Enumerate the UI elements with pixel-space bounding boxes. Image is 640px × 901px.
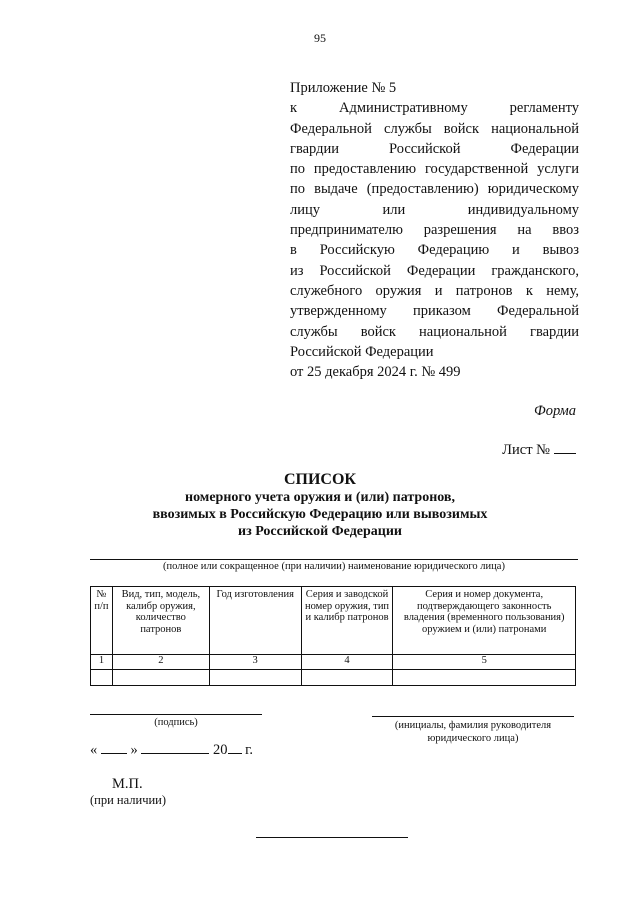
appendix-line: гвардии Российской Федерации [290, 140, 579, 157]
appendix-line: службы войск национальной гвардии [290, 323, 579, 340]
head-name-caption-line: (инициалы, фамилия руководителя [394, 720, 552, 731]
table-cell[interactable] [301, 670, 393, 686]
column-header-document: Серия и номер документа, подтверждающего законность владения (временного пользования) оружием и (или) патронами [393, 587, 576, 655]
column-number: 5 [393, 655, 576, 670]
title-main: СПИСОК [283, 471, 357, 488]
column-number: 4 [301, 655, 393, 670]
head-name-caption [372, 719, 574, 745]
date-month-field[interactable] [141, 741, 209, 754]
head-name-field[interactable] [372, 716, 574, 717]
bottom-rule [256, 837, 408, 838]
column-header-year: Год изготовления [209, 587, 301, 655]
appendix-line: по выдаче (предоставлению) юридическому [290, 181, 579, 198]
appendix-line: в Российскую Федерацию и вывоз [290, 242, 579, 259]
appendix-line: к Административному регламенту [290, 100, 579, 117]
date-year-suffix: г. [245, 742, 254, 758]
document-title [0, 470, 640, 540]
appendix-line: Федеральной службы войск национальной [290, 120, 579, 137]
signature-field[interactable] [90, 714, 262, 715]
signature-caption: (подпись) [154, 717, 198, 728]
sheet-number-field[interactable] [554, 441, 576, 454]
sheet-number [502, 441, 576, 459]
stamp-note: (при наличии) [90, 793, 167, 807]
page-number: 95 [314, 31, 326, 45]
appendix-line: Российской Федерации [290, 343, 434, 360]
column-number: 1 [91, 655, 113, 670]
date-close-quote: » [130, 742, 138, 758]
column-header-weapon-type: Вид, тип, модель, калибр оружия, количество патронов [112, 587, 209, 655]
appendix-line: от 25 декабря 2024 г. № 499 [290, 364, 461, 381]
org-name-caption: (полное или сокращенное (при наличии) наименование юридического лица) [163, 561, 505, 572]
register-table [90, 586, 576, 686]
appendix-header [290, 78, 579, 382]
table-header-row [91, 587, 576, 655]
appendix-line: из Российской Федерации гражданского, [290, 262, 579, 279]
table-cell[interactable] [91, 670, 113, 686]
table-row [91, 670, 576, 686]
appendix-line: утвержденному приказом Федеральной [290, 303, 579, 320]
appendix-line: предпринимателю разрешения на ввоз [290, 222, 579, 239]
column-header-number: № п/п [91, 587, 113, 655]
stamp-label: М.П. [112, 776, 143, 792]
title-line: номерного учета оружия и (или) патронов, [185, 490, 455, 505]
appendix-line: лицу или индивидуальному [290, 201, 579, 218]
column-header-serial: Серия и заводской номер оружия, тип и калибр патронов [301, 587, 393, 655]
date-open-quote: « [90, 742, 98, 758]
date-line [90, 741, 253, 759]
table-cell[interactable] [112, 670, 209, 686]
appendix-line: по предоставлению государственной услуги [290, 161, 579, 178]
form-label: Форма [534, 403, 576, 419]
date-year-prefix: 20 [213, 742, 228, 758]
column-number: 3 [209, 655, 301, 670]
column-number: 2 [112, 655, 209, 670]
date-year-field[interactable] [228, 741, 242, 754]
sheet-label: Лист № [502, 442, 550, 458]
appendix-line: Приложение № 5 [290, 80, 397, 96]
table-cell[interactable] [209, 670, 301, 686]
appendix-line: служебного оружия и патронов к нему, [290, 282, 579, 299]
title-line: из Российской Федерации [238, 524, 402, 539]
org-name-field[interactable] [90, 559, 578, 560]
table-cell[interactable] [393, 670, 576, 686]
title-line: ввозимых в Российскую Федерацию или вывозимых [152, 507, 488, 522]
date-day-field[interactable] [101, 741, 127, 754]
column-number-row [91, 655, 576, 670]
head-name-caption-line: юридического лица) [427, 733, 519, 744]
